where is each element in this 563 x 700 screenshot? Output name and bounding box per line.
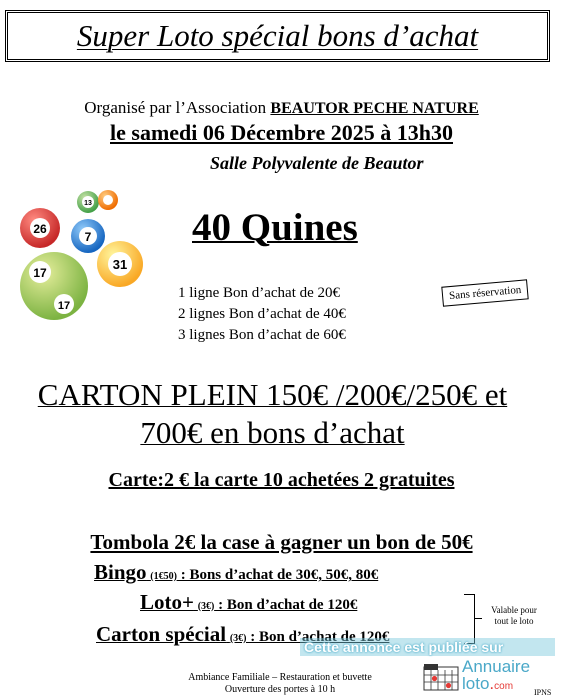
event-venue: Salle Polyvalente de Beautor [210,153,424,173]
tombola-line: Tombola 2€ la case à gagner un bon de 50€ [90,530,473,554]
svg-text:17: 17 [33,266,47,280]
organizer-prefix: Organisé par l’Association [84,98,271,117]
title-box [5,10,550,62]
card-price: Carte:2 € la carte 10 achetées 2 gratuites [108,469,455,491]
carton-plein [0,376,545,452]
bingo-prize: : Bons d’achat de 30€, 50€, 80€ [176,567,379,583]
loto-plus-price: (3€) [197,601,215,612]
lines-prize-list [178,283,346,346]
organizer-line [0,98,563,118]
lottery-balls-illustration [10,186,150,326]
quines-heading: 40 Quines [192,206,358,249]
prize-line-3: 3 lignes Bon d’achat de 60€ [178,327,346,343]
svg-text:7: 7 [84,230,92,244]
ball-red [20,208,60,248]
carton-plein-line-2: 700€ en bons d’achat [140,415,405,450]
loto-plus-line [140,590,357,615]
annuaire-loto-logo-icon[interactable] [423,663,459,691]
brand-loto-com: loto.com [462,674,514,693]
organizer-name: BEAUTOR PECHE NATURE [270,100,479,117]
event-date: le samedi 06 Décembre 2025 à 13h30 [110,120,453,145]
ipns-mark: IPNS [534,688,552,697]
footer-line-1: Ambiance Familiale – Restauration et buvette [188,672,372,683]
carton-special-name: Carton spécial [96,622,227,646]
svg-text:31: 31 [112,257,128,272]
no-reservation-stamp: Sans réservation [441,279,529,306]
bingo-name: Bingo [94,560,147,584]
ball-green-large [20,252,88,320]
svg-text:17: 17 [57,300,71,312]
ball-small-green [77,191,99,213]
footer [150,672,410,696]
brand-annuaire: Annuaire [462,657,531,676]
bracket-tick [474,618,482,619]
valable-note: Valable pour tout le loto [491,605,537,626]
loto-plus-name: Loto+ [140,590,194,614]
prize-line-2: 2 lignes Bon d’achat de 40€ [178,306,346,322]
poster-title: Super Loto spécial bons d’achat [76,18,479,53]
bingo-line [94,560,378,585]
carton-special-price: (3€) [229,633,247,644]
annuaire-loto-brand[interactable] [462,658,530,695]
prize-line-1: 1 ligne Bon d’achat de 20€ [178,285,341,301]
ball-yellow [97,241,143,287]
svg-text:26: 26 [33,222,47,236]
ball-small-orange [98,190,118,210]
carton-plein-line-1: CARTON PLEIN 150€ /200€/250€ et [37,377,508,412]
loto-plus-prize: : Bon d’achat de 120€ [214,597,358,613]
bingo-price: (1€50) [150,571,177,582]
ball-blue [71,219,105,253]
footer-line-2: Ouverture des portes à 10 h [224,684,336,695]
announcement-banner[interactable]: Cette annonce est publiée sur [300,638,555,656]
svg-text:13: 13 [84,200,92,207]
carton-special-prize: : Bon d’achat de 120€ [246,629,390,645]
bracket [464,594,475,644]
